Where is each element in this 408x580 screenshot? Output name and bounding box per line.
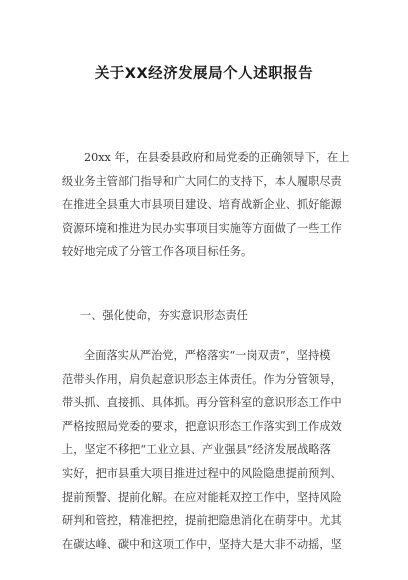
paragraph-line: 级业务主管部门指导和广大同仁的支持下，本人履职尽责: [62, 174, 342, 188]
document-title: 关于XX经济发展局个人述职报告: [94, 66, 314, 82]
paragraph-line: 带头抓、直接抓、具体抓。再分管科室的意识形态工作中: [62, 396, 342, 410]
paragraph-line: 范带头作用，肩负起意识形态主体责任。作为分管领导，: [62, 372, 342, 386]
paragraph-line: 严格按照局党委的要求，把意识形态工作落实到工作成效: [62, 419, 342, 433]
paragraph-line: 较好地完成了分管工作各项目标任务。: [62, 245, 253, 259]
paragraph-line: 在推进全县重大市县项目建设、培育战新企业、抓好能源: [62, 198, 342, 212]
section-heading: 一、强化使命，夯实意识形态责任: [80, 309, 248, 322]
intro-paragraph: [62, 146, 352, 264]
paragraph-line: 提前预警、提前化解。在应对能耗双控工作中，坚持风险: [62, 490, 342, 504]
paragraph-line: 在碳达峰、碳中和这项工作中，坚持大是大非不动摇，坚: [62, 537, 342, 551]
section-one-paragraph: [62, 344, 352, 556]
paragraph-line: 上，坚定不移把“工业立县、产业强县”经济发展战略落: [62, 443, 331, 457]
paragraph-line: 实好，把市县重大项目推进过程中的风险隐患提前预判、: [62, 466, 342, 480]
paragraph-line: 全面落实从严治党，严格落实“一岗双责”，坚持模: [84, 349, 331, 362]
paragraph-line: 研判和管控，精准把控，提前把隐患消化在萌芽中。尤其: [62, 514, 342, 528]
paragraph-line: 20xx 年，在县委县政府和局党委的正确领导下，在上: [84, 151, 350, 164]
paragraph-line: 资源环境和推进为民办实事项目实施等方面做了一些工作: [62, 221, 342, 235]
